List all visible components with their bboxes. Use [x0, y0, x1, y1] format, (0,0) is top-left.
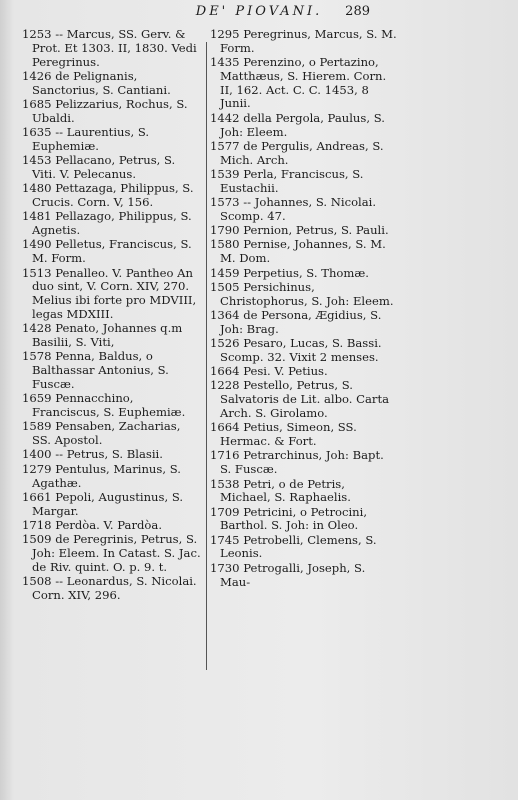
register-entry: 1442 della Pergola, Paulus, S. Joh: Eleem.: [210, 110, 385, 139]
register-entry: 1513 Penalleo. V. Pantheo An duo sint, V. Corn. XIV, 270. Melius ibi forte pro MDVIII, legas MDXIII.: [22, 265, 197, 321]
register-entry: 1685 Pelizzarius, Rochus, S. Ubaldi.: [22, 96, 188, 125]
register-entry: 1428 Penato, Johannes q.m Basilii, S. Viti,: [22, 321, 183, 350]
page-header: [0, 4, 518, 26]
register-entry: 1718 Perdòa. V. Pardòa.: [22, 517, 163, 532]
register-entry: 1295 Peregrinus, Marcus, S. M. Form.: [210, 27, 397, 55]
left-column: [22, 28, 202, 603]
register-entry: 1253 -- Marcus, SS. Gerv. & Prot. Et 1303. II, 1830. Vedi Peregrinus.: [22, 27, 197, 69]
register-entry: 1490 Pelletus, Franciscus, S. M. Form.: [22, 237, 192, 266]
register-entry: 1526 Pesaro, Lucas, S. Bassi. Scomp. 32. Vixit 2 menses.: [210, 336, 382, 364]
running-title: DE' PIOVANI.: [195, 4, 323, 19]
page-number: 289: [345, 4, 370, 19]
register-entry: 1505 Persichinus, Christophorus, S. Joh: Eleem.: [210, 279, 394, 308]
register-entry: 1730 Petrogalli, Joseph, S. Mau-: [210, 560, 366, 589]
register-entry: 1459 Perpetius, S. Thomæ.: [210, 265, 369, 280]
register-entry: 1539 Perla, Franciscus, S. Eustachii.: [210, 166, 364, 195]
register-entry: 1790 Pernion, Petrus, S. Pauli.: [210, 223, 389, 238]
register-entry: 1279 Pentulus, Marinus, S. Agathæ.: [22, 461, 181, 490]
register-entry: 1480 Pettazaga, Philippus, S. Crucis. Corn. V, 156.: [22, 181, 194, 210]
register-entry: 1453 Pellacano, Petrus, S. Viti. V. Pelecanus.: [22, 153, 176, 181]
register-entry: 1435 Perenzino, o Pertazino, Matthæus, S. Hierem. Corn. II, 162. Act. C. C. 1453, 8 Junii.: [210, 55, 387, 111]
register-entry: 1580 Pernise, Johannes, S. M. M. Dom.: [210, 237, 386, 266]
register-entry: 1709 Petricini, o Petrocini, Barthol. S. Joh: in Oleo.: [210, 504, 368, 533]
register-entry: 1661 Pepoli, Augustinus, S. Margar.: [22, 489, 184, 518]
register-entry: 1589 Pensaben, Zacharias, SS. Apostol.: [22, 419, 181, 448]
register-entry: 1538 Petri, o de Petris, Michael, S. Raphaelis.: [210, 476, 351, 505]
register-entry: 1481 Pellazago, Philippus, S. Agnetis.: [22, 209, 192, 238]
register-entry: 1400 -- Petrus, S. Blasii.: [22, 447, 163, 462]
register-entry: 1664 Pesi. V. Petius.: [210, 364, 328, 379]
right-column: [210, 28, 398, 590]
register-entry: 1573 -- Johannes, S. Nicolai. Scomp. 47.: [210, 195, 377, 223]
register-entry: 1509 de Peregrinis, Petrus, S. Joh: Eleem. In Catast. S. Jac. de Riv. quint. O. p. 9. t.: [22, 532, 201, 574]
register-entry: 1635 -- Laurentius, S. Euphemiæ.: [22, 125, 150, 153]
register-entry: 1659 Pennacchino, Franciscus, S. Euphemiæ.: [22, 391, 186, 420]
register-entry: 1664 Petius, Simeon, SS. Hermac. & Fort.: [210, 420, 357, 449]
register-entry: 1578 Penna, Baldus, o Balthassar Antonius, S. Fuscæ.: [22, 349, 169, 391]
column-divider: [206, 42, 207, 670]
register-entry: 1508 -- Leonardus, S. Nicolai. Corn. XIV, 296.: [22, 574, 197, 602]
register-entry: 1364 de Persona, Ægidius, S. Joh: Brag.: [210, 307, 382, 336]
register-entry: 1577 de Pergulis, Andreas, S. Mich. Arch.: [210, 138, 384, 167]
register-entry: 1745 Petrobelli, Clemens, S. Leonis.: [210, 532, 377, 561]
register-entry: 1426 de Pelignanis, Sanctorius, S. Cantiani.: [22, 68, 171, 97]
register-entry: 1716 Petrarchinus, Joh: Bapt. S. Fuscæ.: [210, 448, 384, 477]
register-entry: 1228 Pestello, Petrus, S. Salvatoris de Lit. albo. Carta Arch. S. Girolamo.: [210, 378, 390, 421]
